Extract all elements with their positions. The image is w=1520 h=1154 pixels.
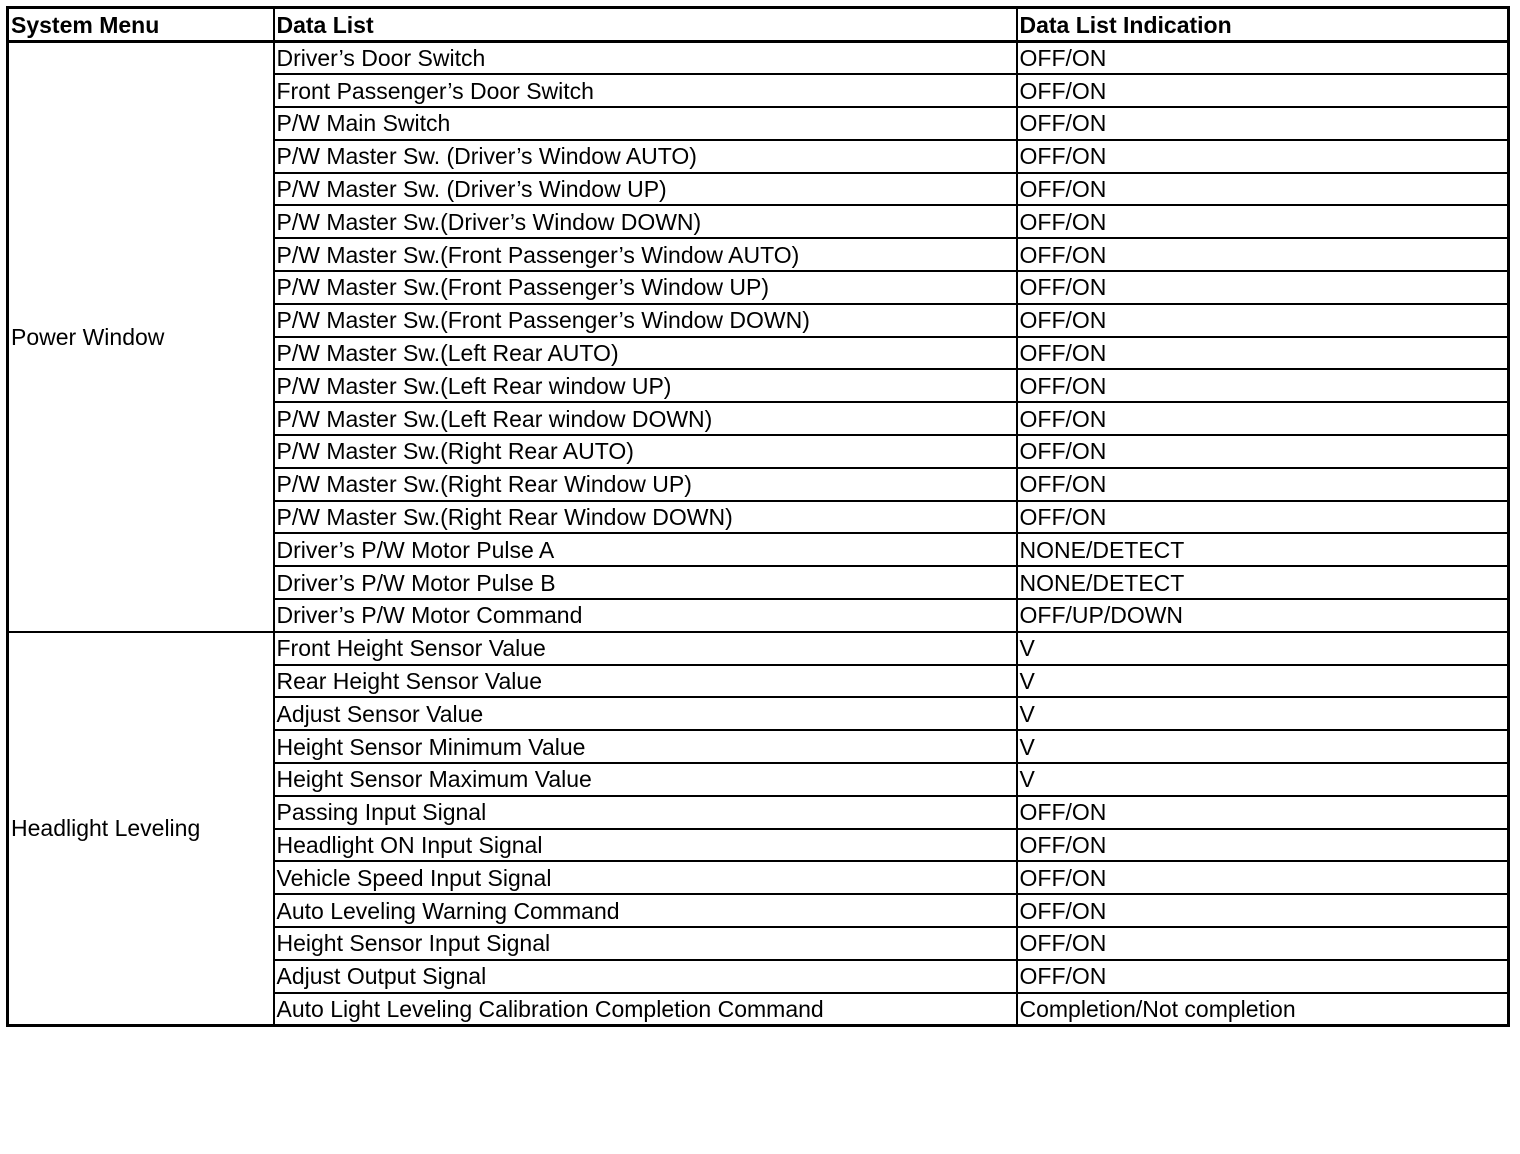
data-list-indication-cell: OFF/ON: [1017, 74, 1509, 107]
table-row: [8, 42, 1509, 75]
data-list-cell: Height Sensor Input Signal: [274, 927, 1017, 960]
data-list-indication-cell: OFF/ON: [1017, 140, 1509, 173]
data-list-cell: Height Sensor Minimum Value: [274, 730, 1017, 763]
system-menu-cell: Power Window: [8, 42, 274, 632]
data-list-cell: Driver’s P/W Motor Pulse A: [274, 533, 1017, 566]
data-list-indication-cell: OFF/ON: [1017, 468, 1509, 501]
data-list-indication-cell: OFF/ON: [1017, 435, 1509, 468]
header-data-list: Data List: [274, 8, 1017, 42]
data-list-indication-cell: OFF/ON: [1017, 960, 1509, 993]
data-list-cell: P/W Master Sw. (Driver’s Window UP): [274, 173, 1017, 206]
data-list-indication-cell: NONE/DETECT: [1017, 566, 1509, 599]
data-list-indication-cell: OFF/ON: [1017, 894, 1509, 927]
data-list-cell: Vehicle Speed Input Signal: [274, 861, 1017, 894]
data-list-cell: Auto Light Leveling Calibration Completion Command: [274, 993, 1017, 1026]
data-list-cell: Adjust Output Signal: [274, 960, 1017, 993]
data-list-indication-cell: OFF/ON: [1017, 829, 1509, 862]
data-list-cell: P/W Master Sw.(Right Rear Window DOWN): [274, 501, 1017, 534]
table-row: [8, 632, 1509, 665]
data-list-indication-cell: OFF/ON: [1017, 205, 1509, 238]
data-list-indication-cell: OFF/ON: [1017, 107, 1509, 140]
data-list-cell: Height Sensor Maximum Value: [274, 763, 1017, 796]
data-list-indication-cell: OFF/ON: [1017, 402, 1509, 435]
data-list-cell: P/W Master Sw.(Front Passenger’s Window AUTO): [274, 238, 1017, 271]
data-list-indication-cell: OFF/ON: [1017, 796, 1509, 829]
data-list-indication-cell: V: [1017, 697, 1509, 730]
table-body: [8, 42, 1509, 1026]
data-list-indication-cell: OFF/ON: [1017, 173, 1509, 206]
data-list-table: [6, 6, 1510, 1027]
data-list-indication-cell: Completion/Not completion: [1017, 993, 1509, 1026]
data-list-indication-cell: OFF/ON: [1017, 927, 1509, 960]
data-list-cell: P/W Master Sw.(Front Passenger’s Window DOWN): [274, 304, 1017, 337]
data-list-indication-cell: OFF/ON: [1017, 501, 1509, 534]
data-list-indication-cell: V: [1017, 632, 1509, 665]
data-list-cell: P/W Master Sw.(Left Rear window UP): [274, 369, 1017, 402]
data-list-cell: P/W Master Sw.(Driver’s Window DOWN): [274, 205, 1017, 238]
data-list-indication-cell: OFF/UP/DOWN: [1017, 599, 1509, 632]
data-list-indication-cell: OFF/ON: [1017, 861, 1509, 894]
data-list-cell: Headlight ON Input Signal: [274, 829, 1017, 862]
data-list-indication-cell: OFF/ON: [1017, 42, 1509, 75]
data-list-indication-cell: OFF/ON: [1017, 304, 1509, 337]
data-list-indication-cell: OFF/ON: [1017, 238, 1509, 271]
data-list-cell: Adjust Sensor Value: [274, 697, 1017, 730]
data-list-indication-cell: V: [1017, 665, 1509, 698]
data-list-cell: Rear Height Sensor Value: [274, 665, 1017, 698]
data-list-indication-cell: V: [1017, 730, 1509, 763]
data-list-cell: P/W Master Sw.(Right Rear Window UP): [274, 468, 1017, 501]
system-menu-cell: Headlight Leveling: [8, 632, 274, 1026]
table-header: [8, 8, 1509, 42]
data-list-cell: P/W Master Sw.(Left Rear window DOWN): [274, 402, 1017, 435]
data-list-indication-cell: OFF/ON: [1017, 337, 1509, 370]
header-row: [8, 8, 1509, 42]
data-list-cell: P/W Master Sw.(Right Rear AUTO): [274, 435, 1017, 468]
data-list-indication-cell: OFF/ON: [1017, 271, 1509, 304]
data-list-indication-cell: V: [1017, 763, 1509, 796]
data-list-cell: Passing Input Signal: [274, 796, 1017, 829]
data-list-indication-cell: OFF/ON: [1017, 369, 1509, 402]
data-list-cell: P/W Master Sw.(Front Passenger’s Window UP): [274, 271, 1017, 304]
data-list-cell: Driver’s Door Switch: [274, 42, 1017, 75]
data-list-indication-cell: NONE/DETECT: [1017, 533, 1509, 566]
data-list-cell: Auto Leveling Warning Command: [274, 894, 1017, 927]
data-list-cell: Driver’s P/W Motor Command: [274, 599, 1017, 632]
data-list-cell: Driver’s P/W Motor Pulse B: [274, 566, 1017, 599]
header-system-menu: System Menu: [8, 8, 274, 42]
data-list-cell: P/W Master Sw. (Driver’s Window AUTO): [274, 140, 1017, 173]
data-list-cell: Front Height Sensor Value: [274, 632, 1017, 665]
data-list-cell: P/W Master Sw.(Left Rear AUTO): [274, 337, 1017, 370]
data-list-cell: P/W Main Switch: [274, 107, 1017, 140]
header-data-list-indication: Data List Indication: [1017, 8, 1509, 42]
data-list-cell: Front Passenger’s Door Switch: [274, 74, 1017, 107]
